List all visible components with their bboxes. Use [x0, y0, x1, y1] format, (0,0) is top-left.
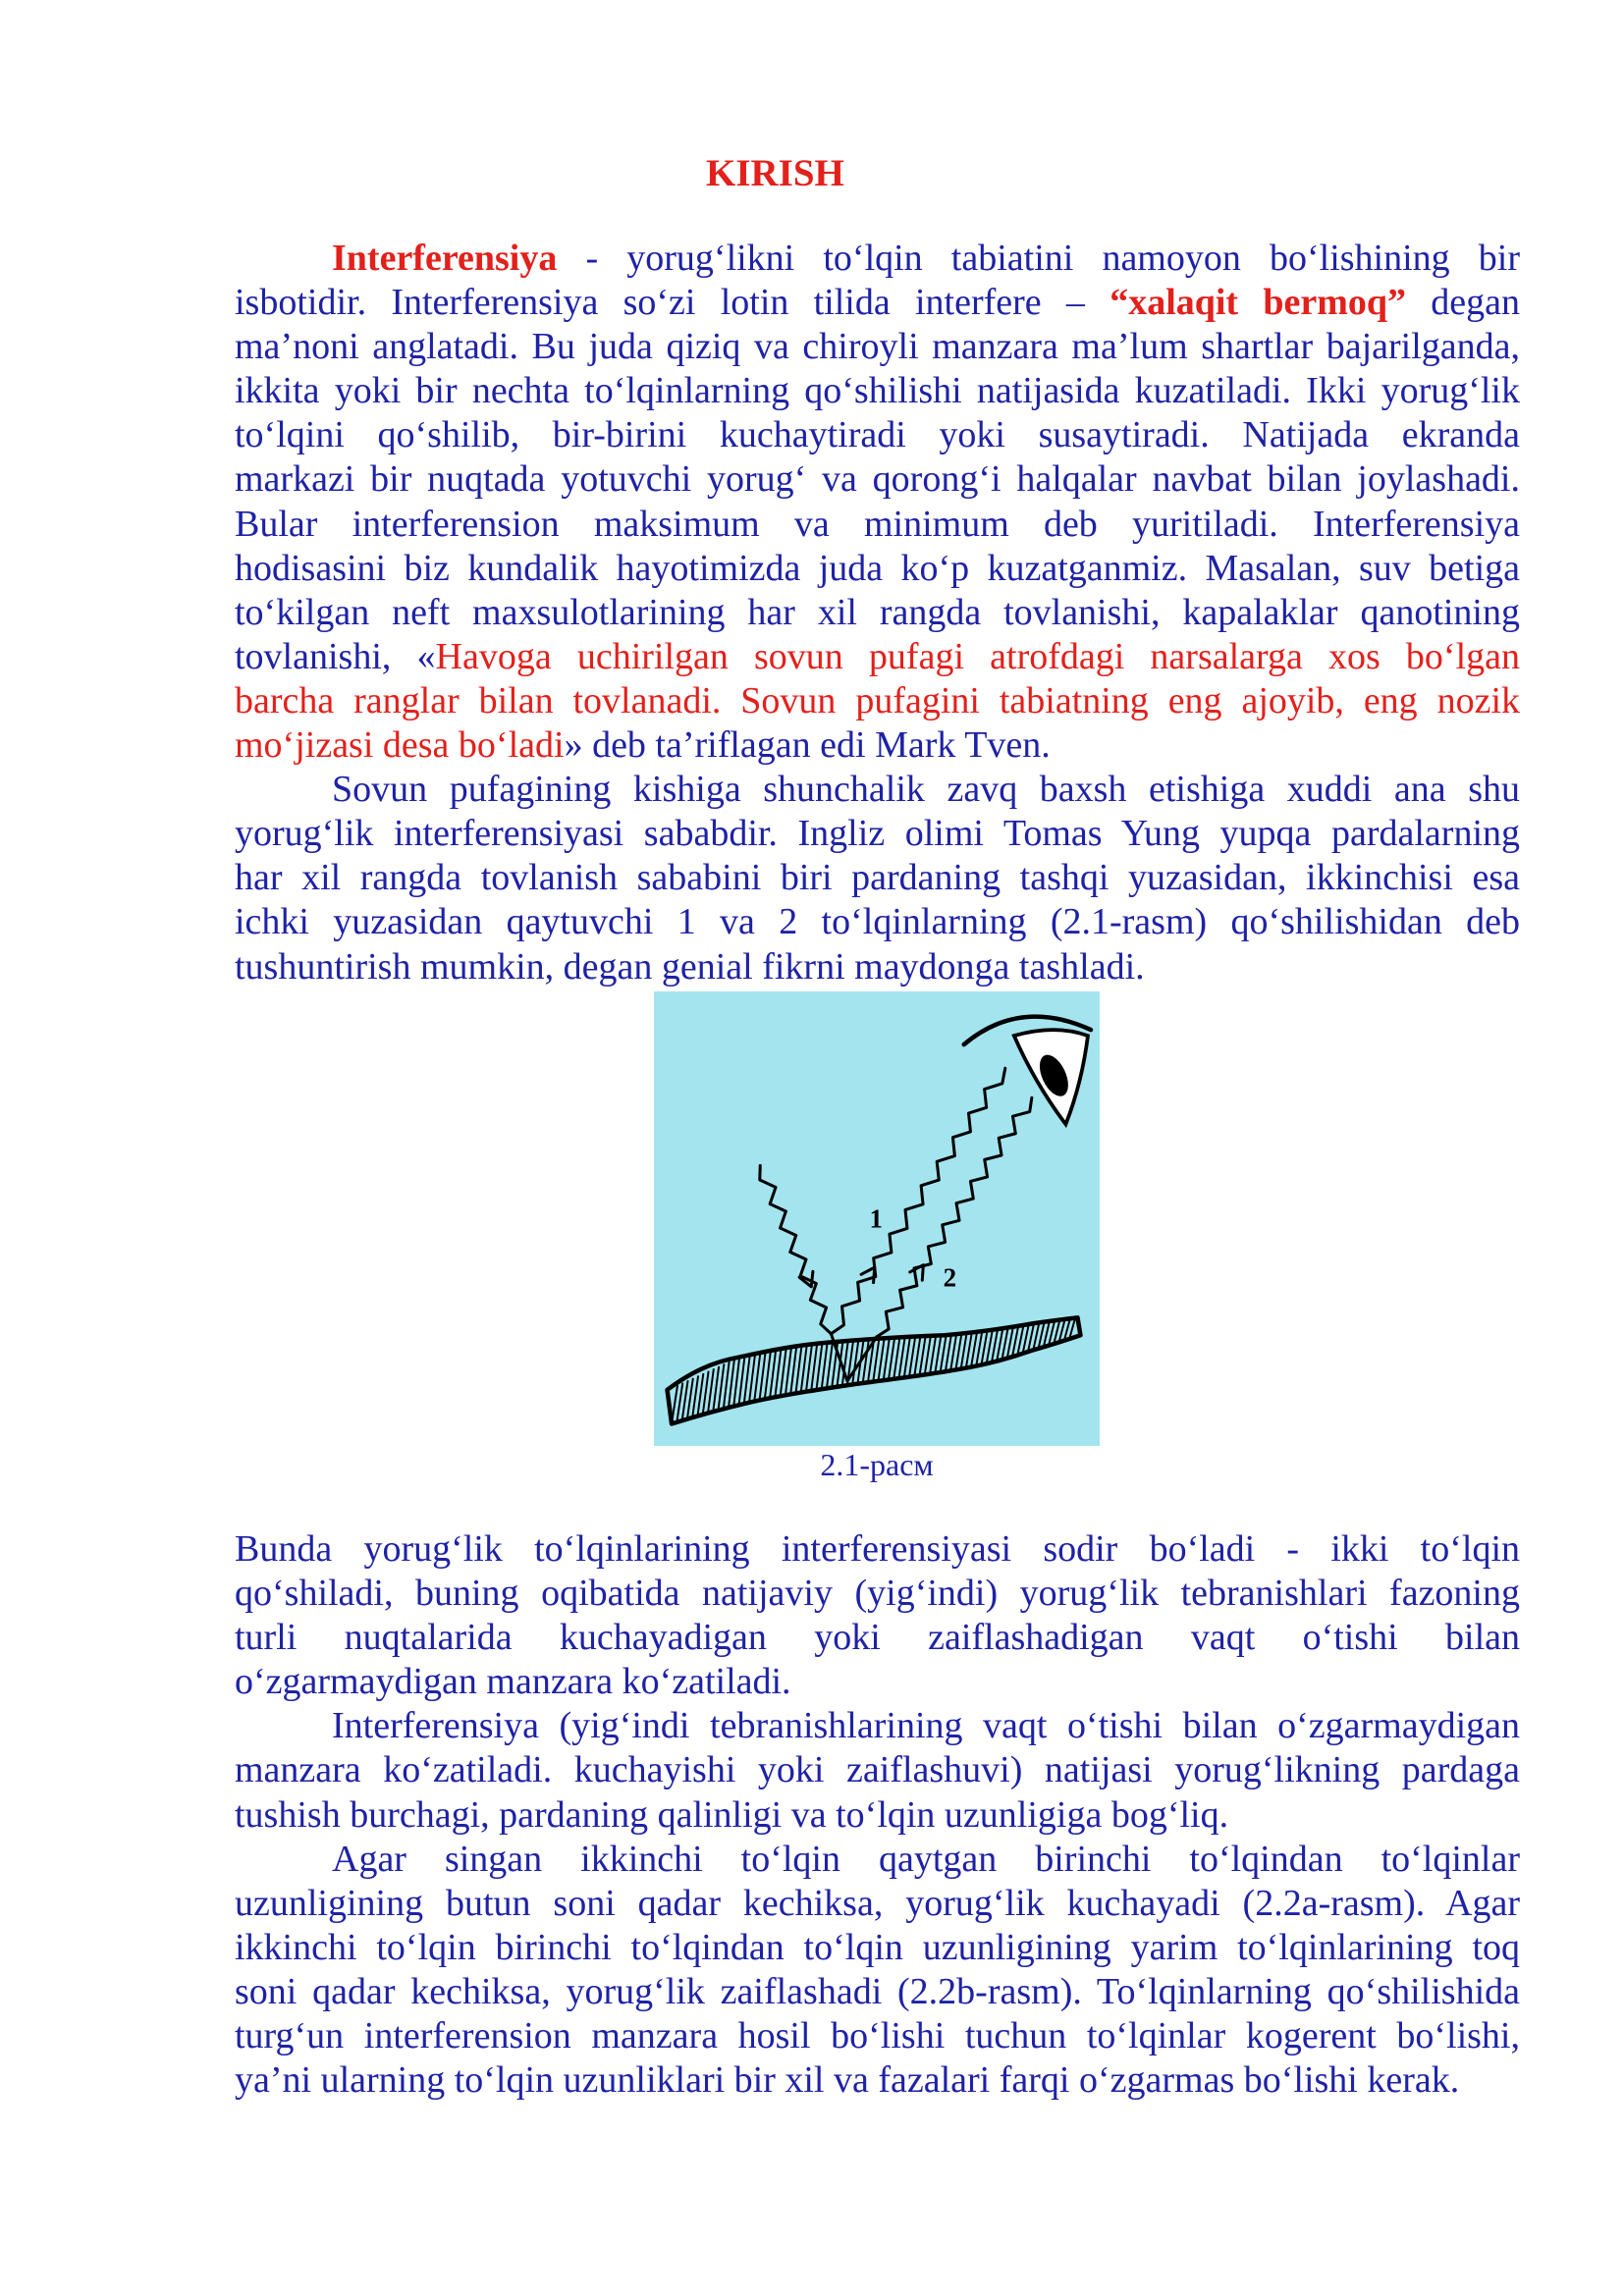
- text-line: [235, 237, 1520, 281]
- highlighted-term: Interferensiya: [332, 238, 558, 279]
- paragraph-coherence: [235, 1838, 1520, 2104]
- text-line: manzara ko‘zatiladi. kuchayishi yoki zaiflashuvi) natijasi yorug‘likning pardaga: [235, 1749, 1520, 1791]
- quotation-highlight: mo‘jizasi desa bo‘ladi: [235, 724, 565, 767]
- text-line: ikkita yoki bir nechta to‘lqinlarning qo‘shilishi natijasida kuzatiladi. Ikki yorug‘lik: [235, 370, 1520, 412]
- highlighted-translation: “xalaqit bermoq”: [1110, 282, 1407, 324]
- page-title: KIRISH: [706, 152, 844, 194]
- text-line: soni qadar kechiksa, yorug‘lik zaiflashadi (2.2b-rasm). To‘lqinlarning qo‘shilishida: [235, 1970, 1520, 2012]
- text-line: turli nuqtalarida kuchayadigan yoki zaiflashadigan vaqt o‘tishi bilan: [235, 1617, 1520, 1659]
- text-line: tushuntirish mumkin, degan genial fikrni maydonga tashladi.: [235, 945, 1145, 988]
- paragraph-soap-bubble: [235, 768, 1520, 988]
- text-line: har xil rangda tovlanish sababini biri pardaning tashqi yuzasidan, ikkinchisi esa: [235, 857, 1520, 899]
- text-line: Bular interferension maksimum va minimum deb yuritiladi. Interferensiya: [235, 503, 1520, 545]
- text-line: to‘kilgan neft maxsulotlarining har xil rangda tovlanishi, kapalaklar qanotining: [235, 591, 1520, 633]
- ray-2-label: 2: [943, 1262, 957, 1293]
- text-line: tushish burchagi, pardaning qalinligi va to‘lqin uzunligiga bog‘liq.: [235, 1793, 1229, 1836]
- text-segment: isbotidir. Interferensiya so‘zi lotin tilida interfere –: [235, 282, 1110, 324]
- text-line: yorug‘lik interferensiyasi sababdir. Ingliz olimi Tomas Yung yupqa pardalarning: [235, 813, 1520, 855]
- text-line: ya’ni ularning to‘lqin uzunliklari bir xil va fazalari farqi o‘zgarmas bo‘lishi kerak.: [235, 2059, 1460, 2102]
- text-line: ichki yuzasidan qaytuvchi 1 va 2 to‘lqinlarning (2.1-rasm) qo‘shilishidan deb: [235, 901, 1520, 943]
- text-line: Bunda yorug‘lik to‘lqinlarining interferensiyasi sodir bo‘ladi - ikki to‘lqin: [235, 1528, 1520, 1570]
- text-line: uzunligining butun soni qadar kechiksa, yorug‘lik kuchayadi (2.2a-rasm). Agar: [235, 1882, 1520, 1924]
- text-line: [235, 281, 1520, 325]
- intro-text-block: [235, 237, 1520, 989]
- text-line: hodisasini biz kundalik hayotimizda juda ko‘p kuzatganmiz. Masalan, suv betiga: [235, 547, 1520, 589]
- text-line: to‘lqini qo‘shilib, bir-birini kuchaytiradi yoki susaytiradi. Natijada ekranda: [235, 414, 1520, 456]
- text-line: Interferensiya (yig‘indi tebranishlarining vaqt o‘tishi bilan o‘zgarmaydigan: [332, 1705, 1520, 1747]
- text-segment: degan: [1406, 282, 1521, 324]
- paragraph-interference-definition: [235, 237, 1520, 768]
- text-segment: - yorug‘likni to‘lqin tabiatini namoyon bo‘lishining bir: [557, 238, 1520, 279]
- text-line: [235, 635, 1520, 679]
- paragraph-superposition: [235, 1527, 1520, 1704]
- text-line: Agar singan ikkinchi to‘lqin qaytgan birinchi to‘lqindan to‘lqinlar: [332, 1838, 1520, 1880]
- paragraph-dependence: [235, 1704, 1520, 1837]
- quotation-line: barcha ranglar bilan tovlanadi. Sovun pufagini tabiatning eng ajoyib, eng nozik: [235, 679, 1520, 721]
- text-line: [235, 723, 1520, 768]
- body-text-block: [235, 1527, 1520, 2103]
- figure-2-1: [654, 991, 1100, 1446]
- quotation-highlight: Havoga uchirilgan sovun pufagi atrofdagi narsalarga xos bo‘lgan: [435, 635, 1520, 677]
- text-line: o‘zgarmaydigan manzara ko‘zatiladi.: [235, 1661, 791, 1703]
- text-line: markazi bir nuqtada yotuvchi yorug‘ va qorong‘i halqalar navbat bilan joylashadi.: [235, 458, 1520, 501]
- text-line: Sovun pufagining kishiga shunchalik zavq baxsh etishiga xuddi ana shu: [332, 769, 1520, 811]
- ray-1-label: 1: [869, 1203, 884, 1234]
- text-segment: » deb ta’riflagan edi Mark Tven.: [564, 724, 1051, 767]
- text-line: ikkinchi to‘lqin birinchi to‘lqindan to‘lqin uzunligining yarim to‘lqinlarining toq: [235, 1926, 1520, 1968]
- text-segment: tovlanishi, «: [235, 635, 436, 677]
- text-line: turg‘un interferension manzara hosil bo‘lishi tuchun to‘lqinlar kogerent bo‘lishi,: [235, 2015, 1520, 2057]
- interference-diagram: [654, 991, 1100, 1446]
- figure-caption: 2.1-расм: [820, 1447, 934, 1482]
- text-line: qo‘shiladi, buning oqibatida natijaviy (yig‘indi) yorug‘lik tebranishlari fazoning: [235, 1573, 1520, 1615]
- text-line: ma’noni anglatadi. Bu juda qiziq va chiroyli manzara ma’lum shartlar bajarilganda,: [235, 326, 1520, 368]
